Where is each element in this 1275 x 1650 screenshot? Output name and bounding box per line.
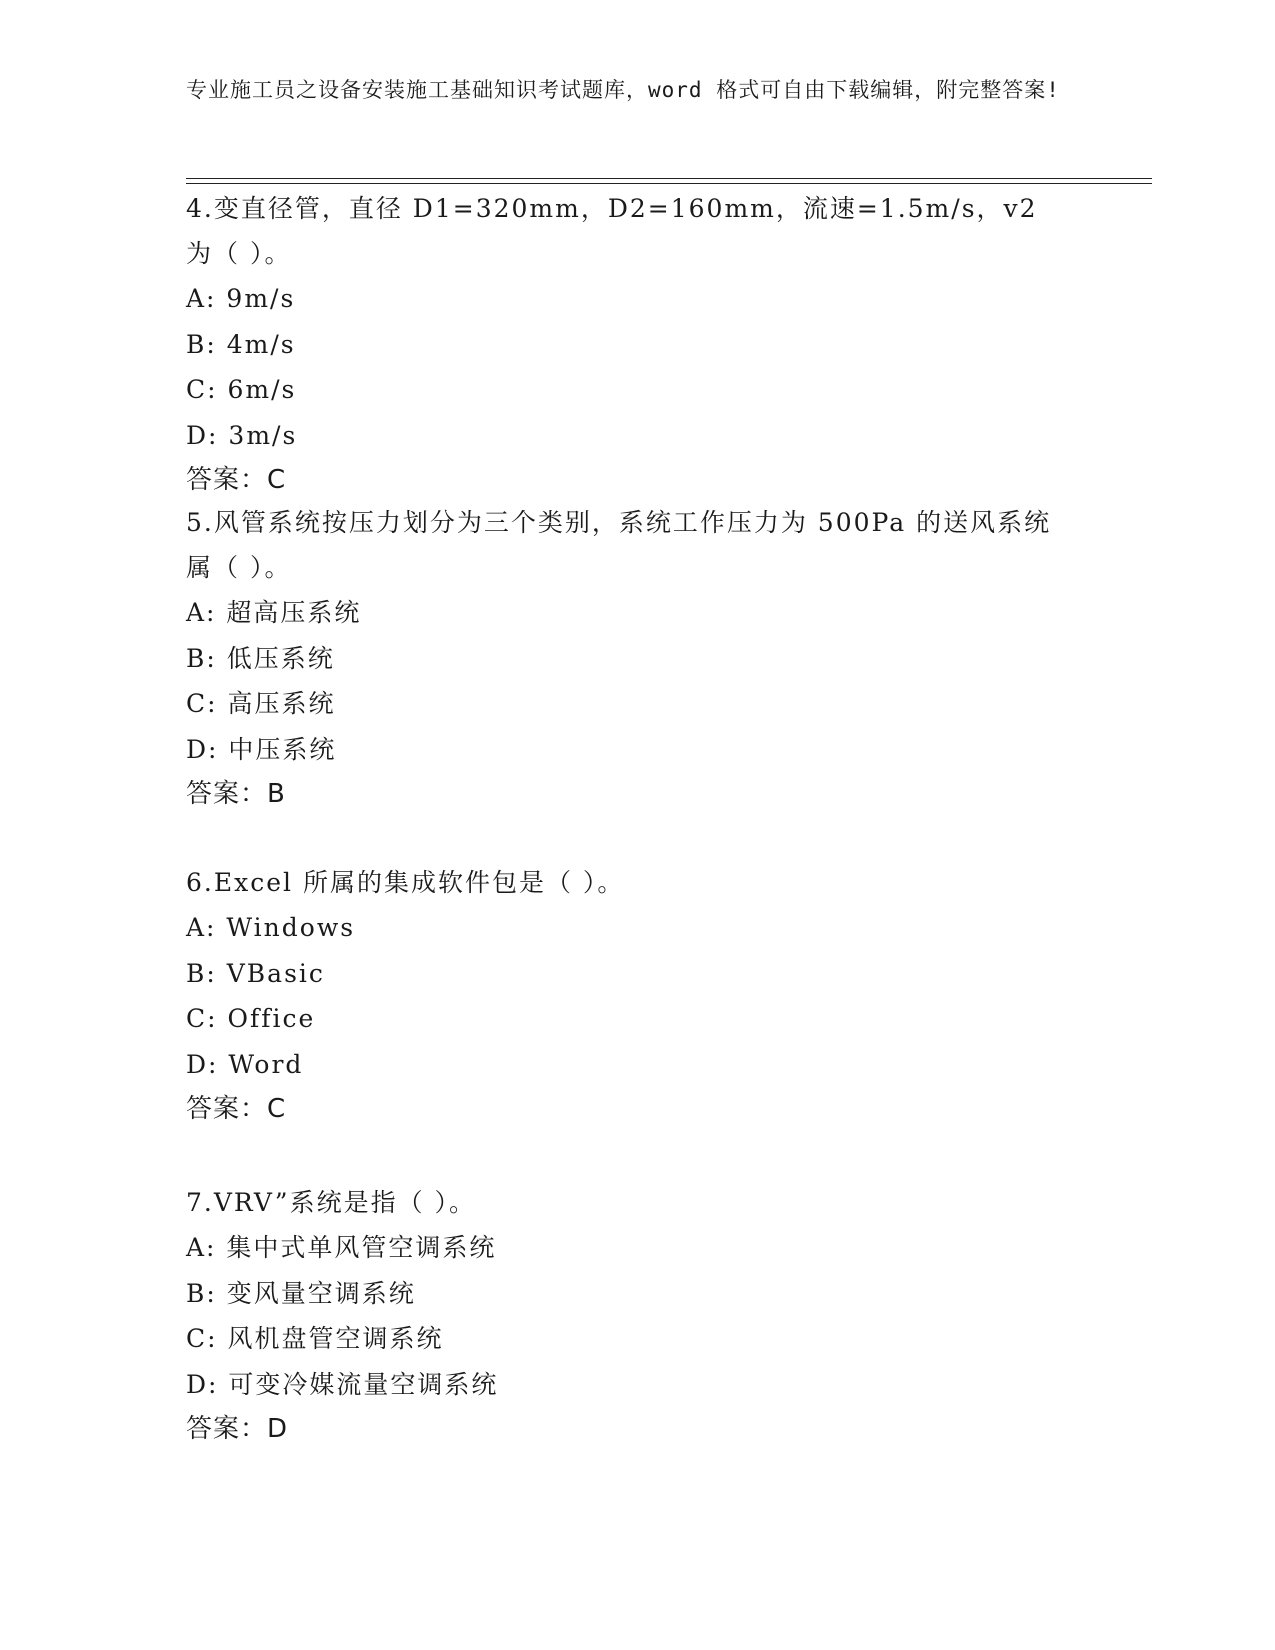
question-7 [186,1180,1066,1452]
option-a: A: 9m/s [186,284,296,313]
header-divider-bottom [186,183,1152,184]
answer-label: 答案：D [186,1414,289,1444]
answer-label: 答案：B [186,779,286,809]
option-c: C: 6m/s [186,375,297,404]
option-d: D: Word [186,1049,304,1079]
question-text: 6.Excel 所属的集成软件包是（ ）。 [186,868,625,897]
option-b: B: 4m/s [186,329,296,359]
option-d: D: 中压系统 [186,734,337,764]
option-a: A: Windows [186,913,356,942]
question-5 [186,500,1066,817]
question-6 [186,860,1066,1132]
option-c: C: 高压系统 [186,689,336,718]
question-4 [186,186,1066,503]
question-text: 7.VRV”系统是指（ ）。 [186,1188,477,1217]
option-d: D: 3m/s [186,420,298,450]
answer-label: 答案：C [186,465,287,495]
option-b: B: 变风量空调系统 [186,1278,416,1308]
option-c: C: Office [186,1004,316,1033]
header-divider-top [186,178,1152,179]
question-text: 4.变直径管，直径 D1=320mm，D2=160mm，流速=1.5m/s，v2 为（ ）。 [186,194,1038,268]
option-a: A: 超高压系统 [186,598,362,627]
answer-label: 答案：C [186,1094,287,1124]
document-intro: 专业施工员之设备安装施工基础知识考试题库，word 格式可自由下载编辑，附完整答案! [186,78,1060,102]
option-b: B: VBasic [186,958,325,988]
option-a: A: 集中式单风管空调系统 [186,1233,497,1262]
option-d: D: 可变冷媒流量空调系统 [186,1369,499,1399]
option-b: B: 低压系统 [186,643,335,673]
question-text: 5.风管系统按压力划分为三个类别，系统工作压力为 500Pa 的送风系统属（ ）。 [186,508,1052,582]
option-c: C: 风机盘管空调系统 [186,1324,444,1353]
